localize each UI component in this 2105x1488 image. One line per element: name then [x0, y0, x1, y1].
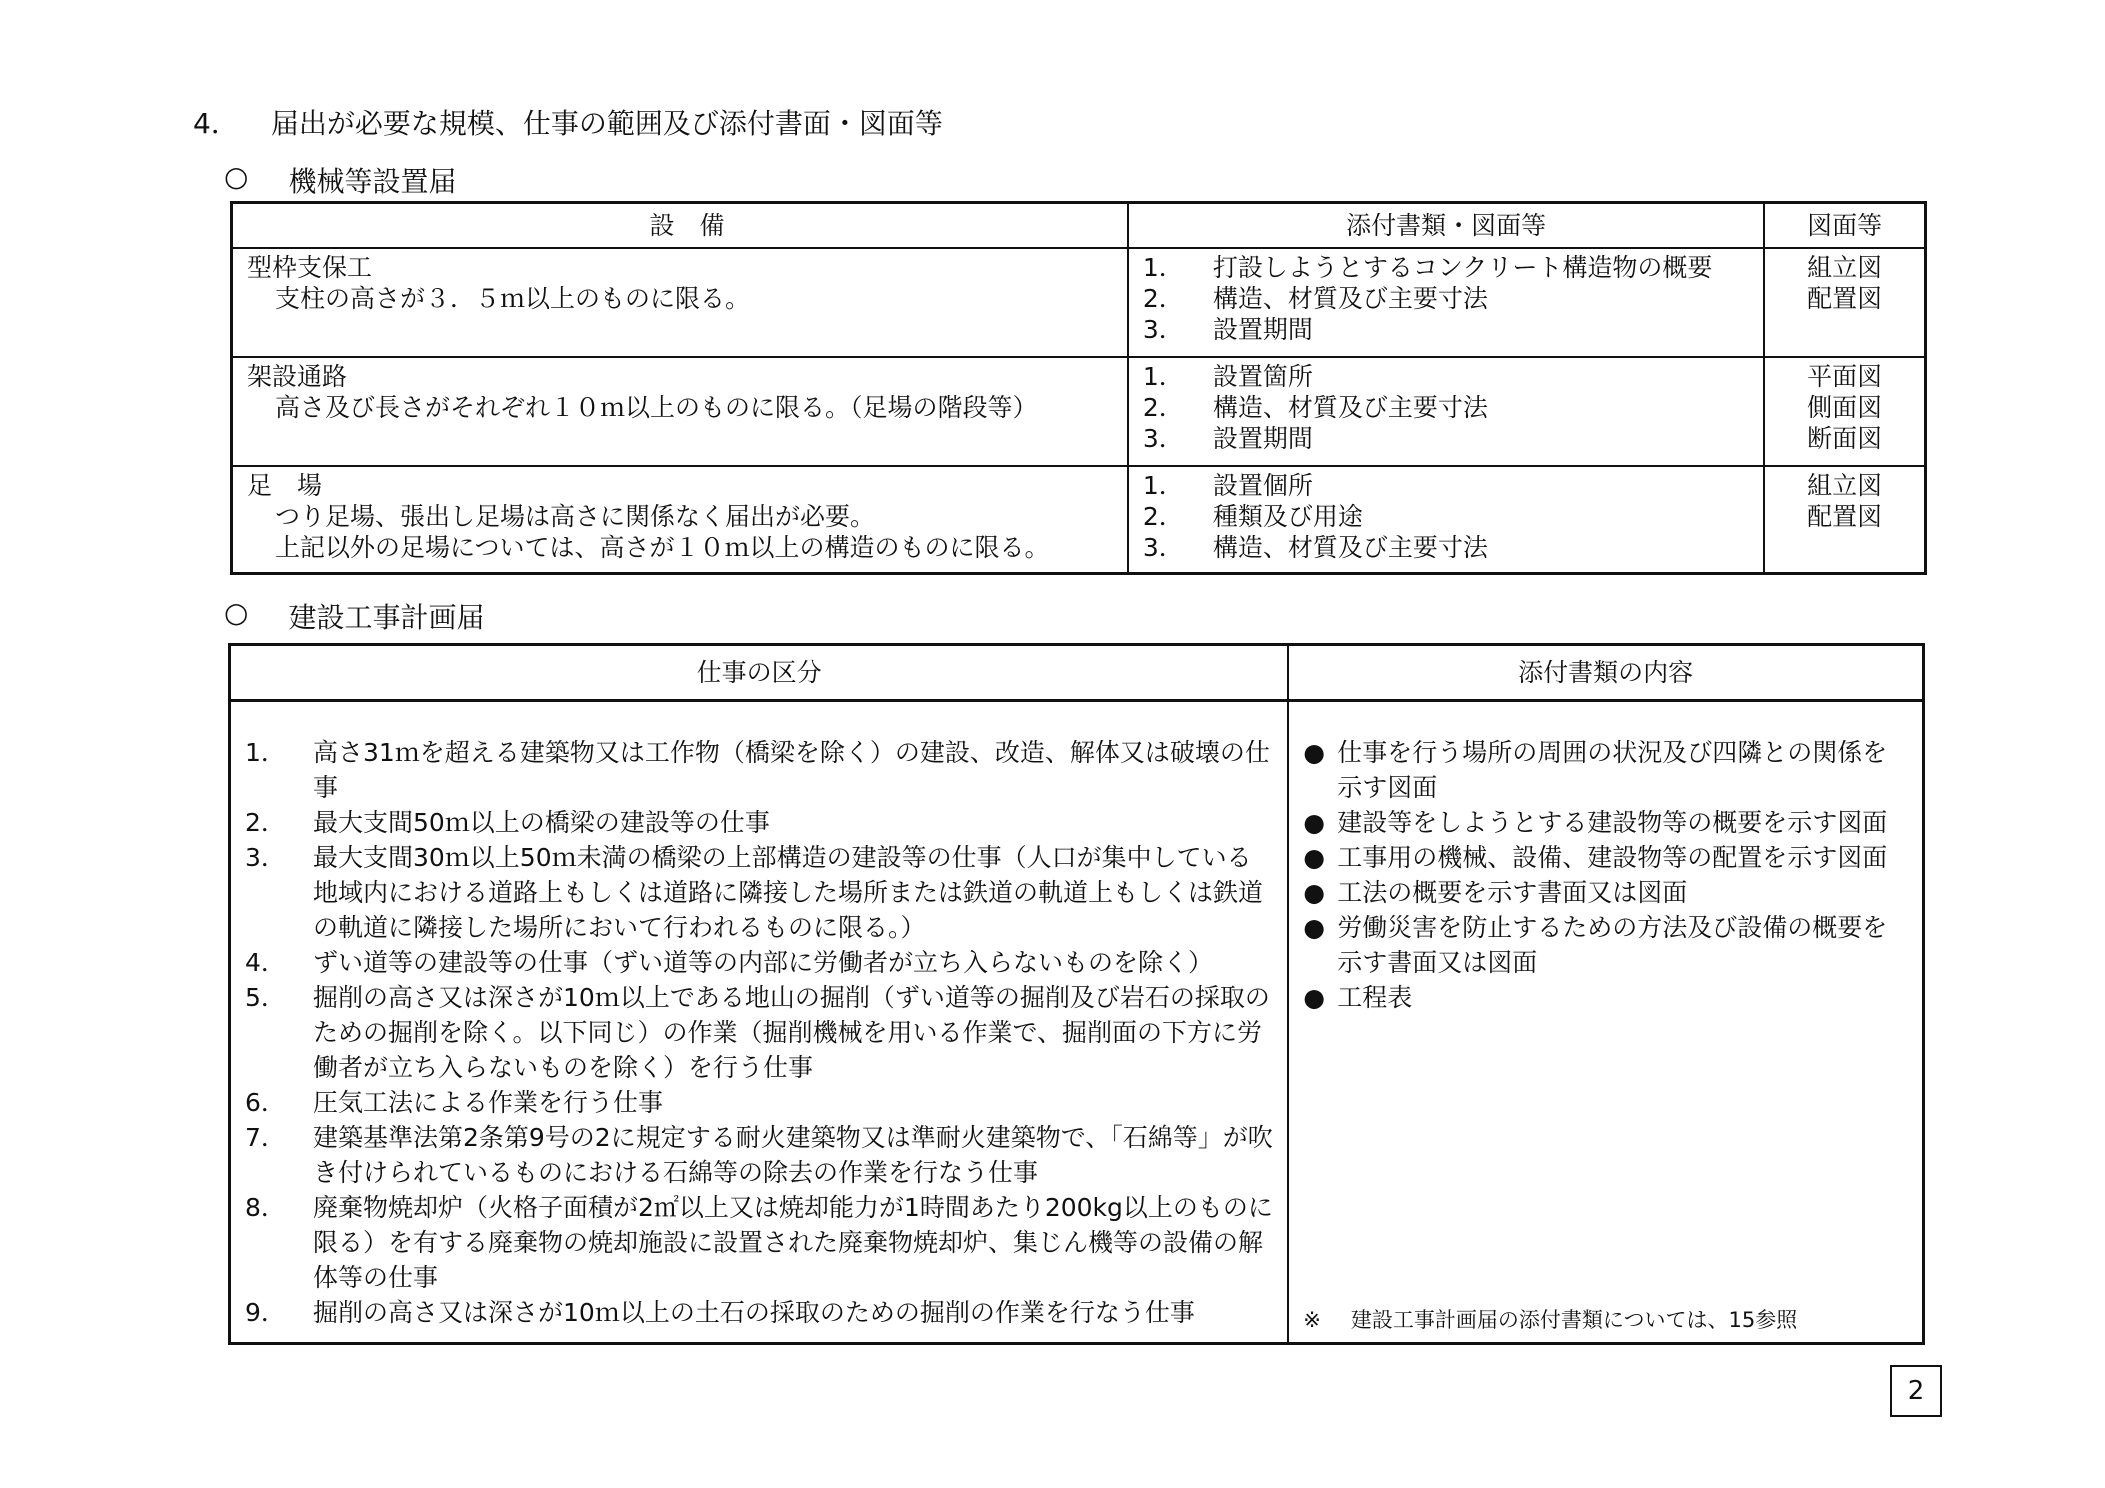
work-item-number: 9． — [245, 1298, 286, 1327]
circle-marker-icon: ○ — [224, 596, 249, 629]
attachment-list — [1289, 702, 1922, 1015]
drawing-item: 組立図 — [1807, 253, 1883, 282]
page-number: 2 — [1890, 1365, 1942, 1417]
work-item-text: 最大支間50ｍ以上の橋梁の建設等の仕事 — [313, 808, 770, 837]
work-item-number: 7． — [245, 1123, 286, 1152]
work-item — [231, 980, 1287, 1085]
work-item-text: 掘削の高さ又は深さが10ｍ以上の土石の採取のための掘削の作業を行なう仕事 — [313, 1298, 1195, 1327]
header-attachment-contents: 添付書類の内容 — [1288, 645, 1923, 701]
drawing-item: 平面図 — [1807, 362, 1883, 391]
equipment-cell — [232, 466, 1128, 574]
equipment-desc: 高さ及び長さがそれぞれ１０ｍ以上のものに限る。（足場の階段等） — [275, 393, 1038, 422]
table-row — [232, 466, 1926, 574]
table-row — [232, 357, 1926, 466]
work-item-number: 5． — [245, 983, 286, 1012]
drawings-cell — [1764, 466, 1925, 574]
drawing-item: 断面図 — [1807, 424, 1883, 453]
work-item-number: 2． — [245, 808, 286, 837]
work-list — [231, 702, 1287, 1330]
reference-note — [1303, 1305, 1797, 1336]
work-item-number: 4． — [245, 948, 286, 977]
equipment-cell — [232, 357, 1128, 466]
work-item-number: 8． — [245, 1193, 286, 1222]
work-item — [231, 1295, 1287, 1330]
list-item: 2． 構造、材質及び主要寸法 — [1142, 393, 1488, 422]
work-category-cell — [230, 701, 1289, 1344]
drawing-item: 配置図 — [1807, 284, 1883, 313]
section-heading — [193, 102, 943, 142]
note-mark-icon: ※ — [1303, 1308, 1321, 1332]
list-item: 2． 種類及び用途 — [1142, 502, 1363, 531]
work-item-number: 6． — [245, 1088, 286, 1117]
list-item: 2． 構造、材質及び主要寸法 — [1142, 284, 1488, 313]
heading-number: 4． — [193, 107, 239, 140]
attachment-text: 工事用の機械、設備、建設物等の配置を示す図面 — [1337, 843, 1888, 872]
attachment-text: 工法の概要を示す書面又は図面 — [1337, 878, 1688, 907]
table-header-row — [232, 203, 1926, 249]
bullet-icon: ● — [1303, 738, 1326, 767]
table-row — [232, 248, 1926, 357]
subsection-title-machinery — [224, 160, 456, 200]
bullet-icon: ● — [1303, 843, 1326, 872]
equipment-desc: 支柱の高さが３．５ｍ以上のものに限る。 — [275, 284, 751, 313]
work-item — [231, 735, 1287, 805]
work-item — [231, 1120, 1287, 1190]
work-item-text: 廃棄物焼却炉（火格子面積が2㎡以上又は焼却能力が1時間あたり200kg以上のものに限る）を有する廃棄物の焼却施設に設置された廃棄物焼却炉、集じん機等の設備の解体等の仕事 — [313, 1193, 1273, 1292]
attachment-text: 労働災害を防止するための方法及び設備の概要を示す書面又は図面 — [1337, 913, 1888, 977]
attachment-text: 建設等をしようとする建設物等の概要を示す図面 — [1337, 808, 1888, 837]
work-item-text: 建築基準法第2条第9号の2に規定する耐火建築物又は準耐火建築物で、「石綿等」が吹き付けられているものにおける石綿等の除去の作業を行なう仕事 — [313, 1123, 1273, 1187]
work-item-number: 3． — [245, 843, 286, 872]
bullet-icon: ● — [1303, 808, 1326, 837]
table-header-row — [230, 645, 1924, 701]
attachment-text: 工程表 — [1337, 983, 1413, 1012]
circle-marker-icon: ○ — [224, 160, 249, 193]
drawing-item: 側面図 — [1807, 393, 1883, 422]
work-item-text: ずい道等の建設等の仕事（ずい道等の内部に労働者が立ち入らないものを除く） — [313, 948, 1214, 977]
construction-plan-table — [228, 643, 1925, 1345]
work-item-number: 1． — [245, 738, 286, 767]
attachment-item — [1289, 875, 1922, 910]
equipment-name: 型枠支保工 — [247, 253, 373, 282]
equipment-desc: つり足場、張出し足場は高さに関係なく届出が必要。 — [275, 502, 876, 531]
attachments-cell — [1128, 248, 1764, 357]
attachment-item — [1289, 840, 1922, 875]
work-item — [231, 840, 1287, 945]
header-work-category: 仕事の区分 — [230, 645, 1289, 701]
attachments-cell — [1128, 357, 1764, 466]
attachments-cell — [1128, 466, 1764, 574]
work-item — [231, 1085, 1287, 1120]
attachment-item — [1289, 980, 1922, 1015]
list-item: 3． 設置期間 — [1142, 315, 1313, 344]
attachment-item — [1289, 910, 1922, 980]
bullet-icon: ● — [1303, 983, 1326, 1012]
drawing-item: 配置図 — [1807, 502, 1883, 531]
work-item-text: 掘削の高さ又は深さが10ｍ以上である地山の掘削（ずい道等の掘削及び岩石の採取のための掘削を除く。以下同じ）の作業（掘削機械を用いる作業で、掘削面の下方に労働者が立ち入らないものを除く）を行う仕事 — [313, 983, 1270, 1082]
list-item: 3． 構造、材質及び主要寸法 — [1142, 533, 1488, 562]
equipment-cell — [232, 248, 1128, 357]
subsection-title: 機械等設置届 — [288, 165, 457, 198]
work-item — [231, 945, 1287, 980]
drawings-cell — [1764, 357, 1925, 466]
header-attachments: 添付書類・図面等 — [1128, 203, 1764, 249]
drawing-item: 組立図 — [1807, 471, 1883, 500]
attachment-text: 仕事を行う場所の周囲の状況及び四隣との関係を示す図面 — [1337, 738, 1888, 802]
attachment-contents-cell — [1288, 701, 1923, 1344]
list-item: 1． 設置個所 — [1142, 471, 1313, 500]
work-item — [231, 805, 1287, 840]
attachment-item — [1289, 735, 1922, 805]
machinery-table — [230, 201, 1927, 575]
list-item: 1． 設置箇所 — [1142, 362, 1313, 391]
work-item-text: 高さ31ｍを超える建築物又は工作物（橋梁を除く）の建設、改造、解体又は破壊の仕事 — [313, 738, 1270, 802]
equipment-name: 架設通路 — [247, 362, 348, 391]
bullet-icon: ● — [1303, 913, 1326, 942]
heading-text: 届出が必要な規模、仕事の範囲及び添付書面・図面等 — [270, 107, 943, 140]
equipment-name: 足 場 — [247, 471, 323, 500]
work-item — [231, 1190, 1287, 1295]
bullet-icon: ● — [1303, 878, 1326, 907]
subsection-title-construction — [224, 596, 484, 636]
list-item: 1． 打設しようとするコンクリート構造物の概要 — [1142, 253, 1713, 282]
table-row — [230, 701, 1924, 1344]
work-item-text: 圧気工法による作業を行う仕事 — [313, 1088, 664, 1117]
subsection-title: 建設工事計画届 — [288, 601, 485, 634]
equipment-desc: 上記以外の足場については、高さが１０ｍ以上の構造のものに限る。 — [275, 533, 1050, 562]
drawings-cell — [1764, 248, 1925, 357]
note-text: 建設工事計画届の添付書類については、15参照 — [1350, 1308, 1798, 1332]
list-item: 3． 設置期間 — [1142, 424, 1313, 453]
header-drawings: 図面等 — [1764, 203, 1925, 249]
header-equipment: 設 備 — [232, 203, 1128, 249]
attachment-item — [1289, 805, 1922, 840]
work-item-text: 最大支間30ｍ以上50ｍ未満の橋梁の上部構造の建設等の仕事（人口が集中している地域内における道路上もしくは道路に隣接した場所または鉄道の軌道上もしくは鉄道の軌道に隣接した場所において行われるものに限る。） — [313, 843, 1264, 942]
